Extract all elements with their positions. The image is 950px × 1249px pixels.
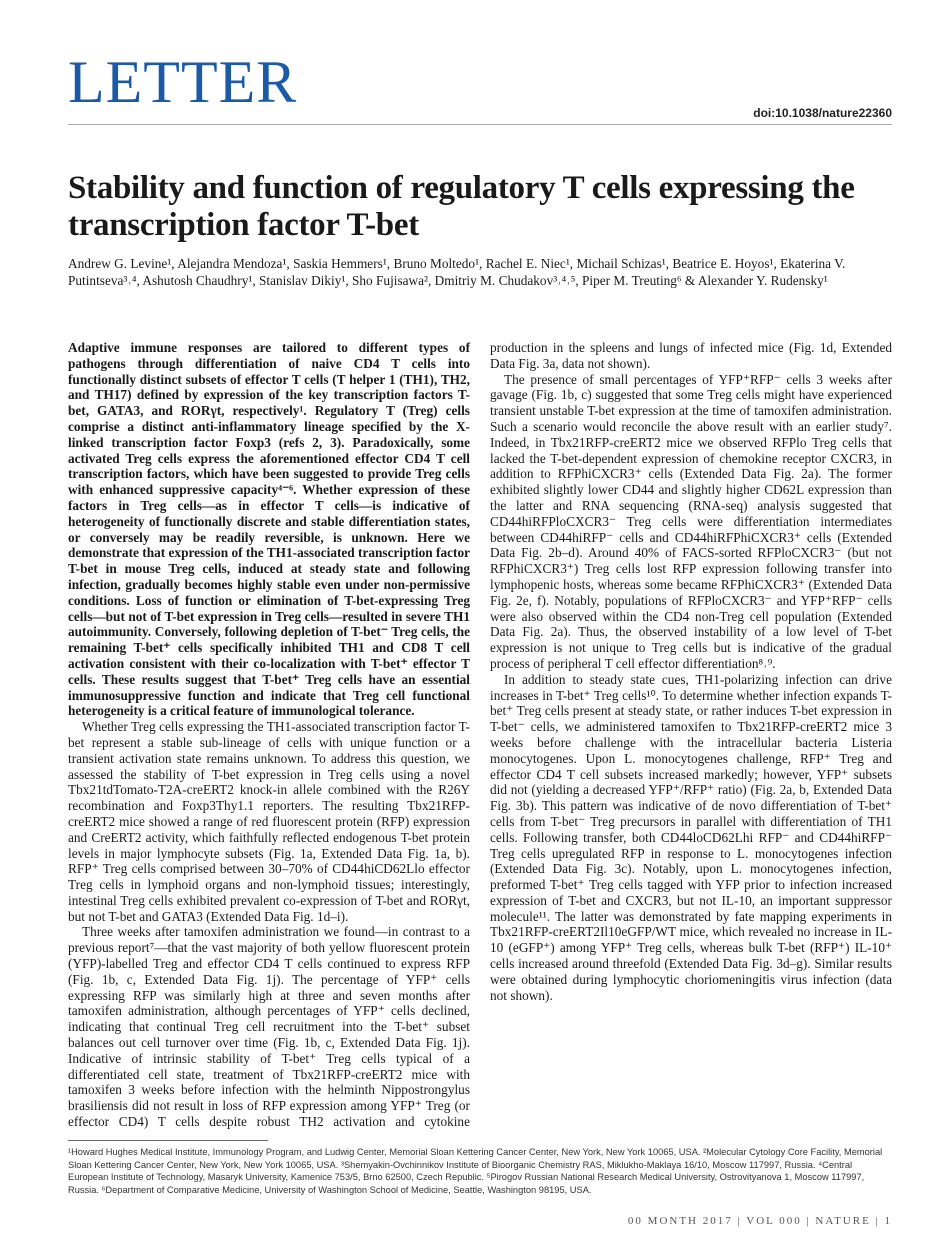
body-paragraph: Three weeks after tamoxifen administration we found—in contrast to a previous report⁷—that the vast majority of both yellow fluorescent protein (YFP)-labelled Treg and effector CD4 T cells continued to express RFP (Fig. 1b, c, Extended Data Fig. 1j). The percentage of YFP⁺ cells expressing RFP was similarly high at three and seven months after tamoxifen administration, although percentages of YFP⁺ cells declined, indicating that continual Treg cell recruitment into the T-bet⁺ subset balances out cell turnover over time (Fig. 1b, c, Extended Data Fig. 1j). Indicative of intrinsic stability of T-bet⁺ Treg cells typical of a differentiated cell state, treatment of Tbx21RFP-creERT2 mice with tamoxifen 3 weeks before infection with the helminth Nippostrongylus brasiliensis did not result in loss of RFP expression among YFP⁺ Treg (or effector CD4) T cells despite robust TH2 activation and cytokine production in the spleens and lungs of infected mice (Fig. 1d, Extended Data Fig. 3a, data not shown). <box>68 340 892 1130</box>
header-rule <box>68 124 892 125</box>
page-folio: 00 MONTH 2017 | VOL 000 | NATURE | 1 <box>627 1215 892 1227</box>
section-kicker: LETTER <box>68 49 298 115</box>
footnote-rule <box>68 1140 268 1141</box>
author-list: Andrew G. Levine¹, Alejandra Mendoza¹, Saskia Hemmers¹, Bruno Moltedo¹, Rachel E. Niec¹, Michail Schizas¹, Beatrice E. Hoyos¹, Ekaterina V. Putintseva³˒⁴, Ashutosh Chaudhry¹, Stanislav Dikiy¹, Sho Fujisawa², Dmitriy M. Chudakov³˒⁴˒⁵, Piper M. Treuting⁶ & Alexander Y. Rudensky¹ <box>68 256 846 288</box>
abstract: Adaptive immune responses are tailored to different types of pathogens through differentiation of naive CD4 T cells into functionally distinct subsets of effector T cells (T helper 1 (TH1), TH2, and TH17) defined by expression of the key transcription factors T-bet, GATA3, and RORγt, respectively¹. Regulatory T (Treg) cells comprise a distinct anti-inflammatory lineage specified by the X-linked transcription factor Foxp3 (refs 2, 3). Paradoxically, some activated Treg cells express the aforementioned effector CD4 T cell transcription factors, which have been suggested to provide Treg cells with enhanced suppressive capacity⁴⁻⁶. Whether expression of these factors in Treg cells—as in effector T cells—is indicative of heterogeneity of functionally discrete and stable differentiation states, or conversely may be readily reversible, is unknown. Here we demonstrate that expression of the TH1-associated transcription factor T-bet in mouse Treg cells, induced at steady state and following infection, gradually becomes highly stable even under non-permissive conditions. Loss of function or elimination of T-bet-expressing Treg cells—but not of T-bet expression in Treg cells—resulted in severe TH1 autoimmunity. Conversely, following depletion of T-bet⁻ Treg cells, the remaining T-bet⁺ cells specifically inhibited TH1 and CD8 T cell activation consistent with their co-localization with T-bet⁺ effector T cells. These results suggest that T-bet⁺ Treg cells have an essential immunosuppressive function and indicate that Treg cell functional heterogeneity is a critical feature of immunological tolerance. <box>68 340 470 719</box>
body-paragraph: Whether Treg cells expressing the TH1-associated transcription factor T-bet represent a stable sub-lineage of cells with unique function or a transient activation state remains unknown. To address this question, we assessed the stability of T-bet expression in Treg cells using a novel Tbx21tdTomato-T2A-creERT2 knock-in allele combined with the R26Y recombination and Foxp3Thy1.1 reporters. The resulting Tbx21RFP-creERT2 mice showed a range of red fluorescent protein (RFP) expression and CreERT2 activity, which faithfully reflected endogenous T-bet protein levels in major lymphocyte subsets (Fig. 1a, Extended Data Fig. 1a, b). RFP⁺ Treg cells comprised between 30–70% of CD44hiCD62Llo effector Treg cells in lymphoid organs and non-lymphoid tissues; interestingly, intestinal Treg cells exhibited prevalent co-expression of T-bet and RORγt, but not T-bet and GATA3 (Extended Data Fig. 1d–i). <box>68 719 470 924</box>
doi-link[interactable]: doi:10.1038/nature22360 <box>753 106 892 120</box>
body-columns <box>68 340 892 1130</box>
article-title: Stability and function of regulatory T cells expressing the transcription factor T-bet <box>68 170 855 243</box>
affiliations-footnote: ¹Howard Hughes Medical Institute, Immunology Program, and Ludwig Center, Memorial Sloan Kettering Cancer Center, New York, New York 10065, USA. ²Molecular Cytology Core Facility, Memorial Sloan Kettering Cancer Center, New York, New York 10065, USA. ³Shemyakin-Ovchinnikov Institute of Bioorganic Chemistry RAS, Miklukho-Maklaya 16/10, Moscow 117997, Russia. ⁴Central European Institute of Technology, Masaryk University, Kamenice 753/5, Brno 62500, Czech Republic. ⁵Pirogov Russian National Research Medical University, Ostrovityanova 1, Moscow 117997, Russia. ⁶Department of Comparative Medicine, University of Washington School of Medicine, Seattle, Washington 98195, USA. <box>68 1147 883 1195</box>
body-paragraph: The presence of small percentages of YFP⁺RFP⁻ cells 3 weeks after gavage (Fig. 1b, c) suggested that some Treg cells might have experienced transient unstable T-bet expression at the time of tamoxifen administration. Such a scenario would reconcile the above result with an earlier study⁷. Indeed, in Tbx21RFP-creERT2 mice we observed RFPlo Treg cells that lacked the T-bet-dependent expression of chemokine receptor CXCR3, in addition to RFPhiCXCR3⁺ cells (Extended Data Fig. 2a). The former exhibited slightly lower CD44 and slightly higher CD62L expression than the latter and RNA sequencing (RNA-seq) analysis suggested that CD44hiRFPloCXCR3⁻ Treg cells were differentiation intermediates between CD44hiRFP⁻ cells and CD44hiRFPhiCXCR3⁺ cells (Extended Data Fig. 2b–d). Around 40% of FACS-sorted RFPloCXCR3⁻ (but not RFPhiCXCR3⁺) Treg cells lost RFP expression following transfer into lymphopenic hosts, whereas some became RFPhiCXCR3⁺ (Extended Data Fig. 2e, f). Notably, populations of RFPloCXCR3⁻ and YFP⁺RFP⁻ cells were also observed within the CD4 non-Treg cell population (Extended Data Fig. 2a). Thus, the observed instability of a low level of T-bet expression is not unique to Treg cells but is indicative of the gradual process of peripheral T cell effector differentiation⁸˒⁹. <box>490 371 892 671</box>
body-paragraph: In addition to steady state cues, TH1-polarizing infection can drive increases in T-bet⁺ Treg cells¹⁰. To determine whether infection expands T-bet⁺ Treg cells present at steady state, or rather induces T-bet expression in T-bet⁻ cells, we administered tamoxifen to Tbx21RFP-creERT2 mice 3 weeks before challenge with the intracellular bacteria Listeria monocytogenes. Upon L. monocytogenes challenge, RFP⁺ Treg and effector CD4 T cell subsets increased markedly; however, YFP⁺ subsets did not (yielding a decreased YFP⁺/RFP⁺ ratio) (Fig. 2a, b, Extended Data Fig. 3b). This pattern was indicative of de novo differentiation of T-bet⁺ cells from T-bet⁻ Treg precursors in parallel with differentiation of TH1 cells. Following transfer, both CD44loCD62Lhi RFP⁻ and CD44hiRFP⁻ Treg cells upregulated RFP in response to L. monocytogenes infection (Extended Data Fig. 3c). Notably, upon L. monocytogenes infection, preformed T-bet⁺ Treg cells tagged with YFP prior to infection increased expression of T-bet and CXCR3, but not IL-10, an important suppressor molecule¹¹. The latter was demonstrated by fate mapping experiments in Tbx21RFP-creERT2Il10eGFP/WT mice, which revealed no increase in IL-10 (eGFP⁺) among YFP⁺ Treg cells, whereas bulk T-bet (RFP⁺) IL-10⁺ cells increased around threefold (Extended Data Fig. 3d–g). Similar results were obtained during lymphocytic choriomeningitis virus infection (data not shown). <box>490 671 892 1003</box>
